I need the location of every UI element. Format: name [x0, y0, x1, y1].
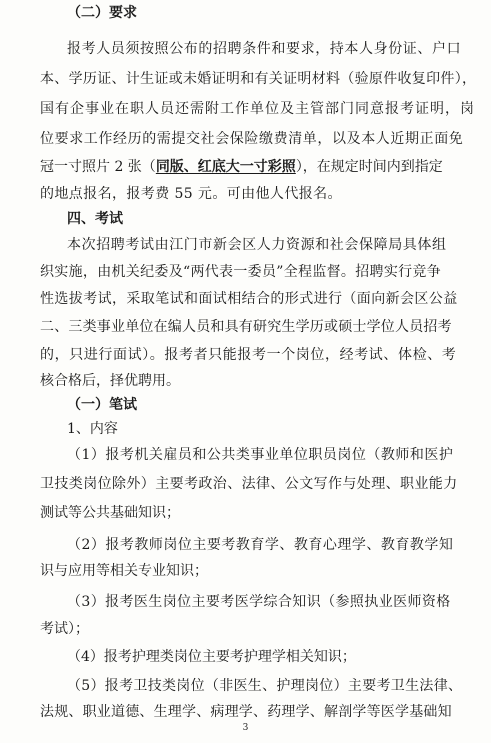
paragraph-line: 二、三类事业单位在编人员和具有研究生学历或硕士学位人员招考	[40, 319, 452, 335]
list-item-line: 卫技类岗位除外）主要考政治、法律、公文写作与处理、职业能力	[40, 476, 458, 492]
paragraph-line: 核合格后，择优聘用。	[40, 373, 180, 389]
paragraph-line: 的，只进行面试）。报考者只能报考一个岗位，经考试、体检、考	[40, 347, 457, 363]
photo-requirement-emphasis: 同版、红底大一寸彩照	[155, 159, 296, 175]
paragraph-line: 本、学历证、计生证或未婚证明和有关证明材料（验原件收复印件），	[40, 71, 477, 87]
page-number: 3	[242, 723, 249, 733]
list-item-line: （4）报考护理类岗位主要考护理学相关知识；	[67, 649, 356, 665]
section-heading-requirements: （二）要求	[67, 5, 137, 21]
list-item-line: （5）报考卫技类岗位（非医生、护理岗位）主要考卫生法律、	[67, 678, 463, 694]
list-item-line: 测试等公共基础知识；	[40, 505, 180, 521]
section-heading-exam: 四、考试	[67, 211, 123, 227]
paragraph-line: 位要求工作经历的需提交社会保险缴费清单，以及本人近期正面免	[40, 131, 464, 147]
section-heading-written-exam: （一）笔试	[67, 397, 137, 413]
paragraph-line-photo	[0, 158, 491, 176]
paragraph-line: 性选拔考试，采取笔试和面试相结合的形式进行（面向新会区公益	[40, 291, 458, 307]
list-item-line: 法规、职业道德、生理学、病理学、药理学、解剖学等医学基础知	[40, 704, 452, 720]
subheading-content: 1、内容	[67, 421, 118, 437]
paragraph-line: 国有企事业在职人员还需附工作单位及主管部门同意报考证明，岗	[40, 101, 475, 117]
list-item-line: 识与应用等相关专业知识；	[40, 563, 208, 579]
paragraph-line: 本次招聘考试由江门市新会区人力资源和社会保障局具体组	[67, 237, 447, 253]
list-item-line: （2）报考教师岗位主要考教育学、教育心理学、教育教学知	[67, 537, 454, 553]
list-item-line: （3）报考医生岗位主要考医学综合知识（参照执业医师资格	[67, 594, 451, 610]
paragraph-line: 报考人员须按照公布的招聘条件和要求，持本人身份证、户口	[67, 41, 462, 57]
paragraph-line: 织实施，由机关纪委及“两代表一委员”全程监督。招聘实行竞争	[40, 264, 442, 280]
photo-line-after: ），在规定时间内到指定	[295, 159, 443, 175]
list-item-line: 考试）；	[40, 621, 89, 637]
list-item-line: （1）报考机关雇员和公共类事业单位职员岗位（教师和医护	[67, 447, 454, 463]
paragraph-line: 的地点报名，报考费 55 元。可由他人代报名。	[40, 186, 342, 202]
photo-line-before: 冠一寸照片 2 张（	[40, 159, 156, 175]
